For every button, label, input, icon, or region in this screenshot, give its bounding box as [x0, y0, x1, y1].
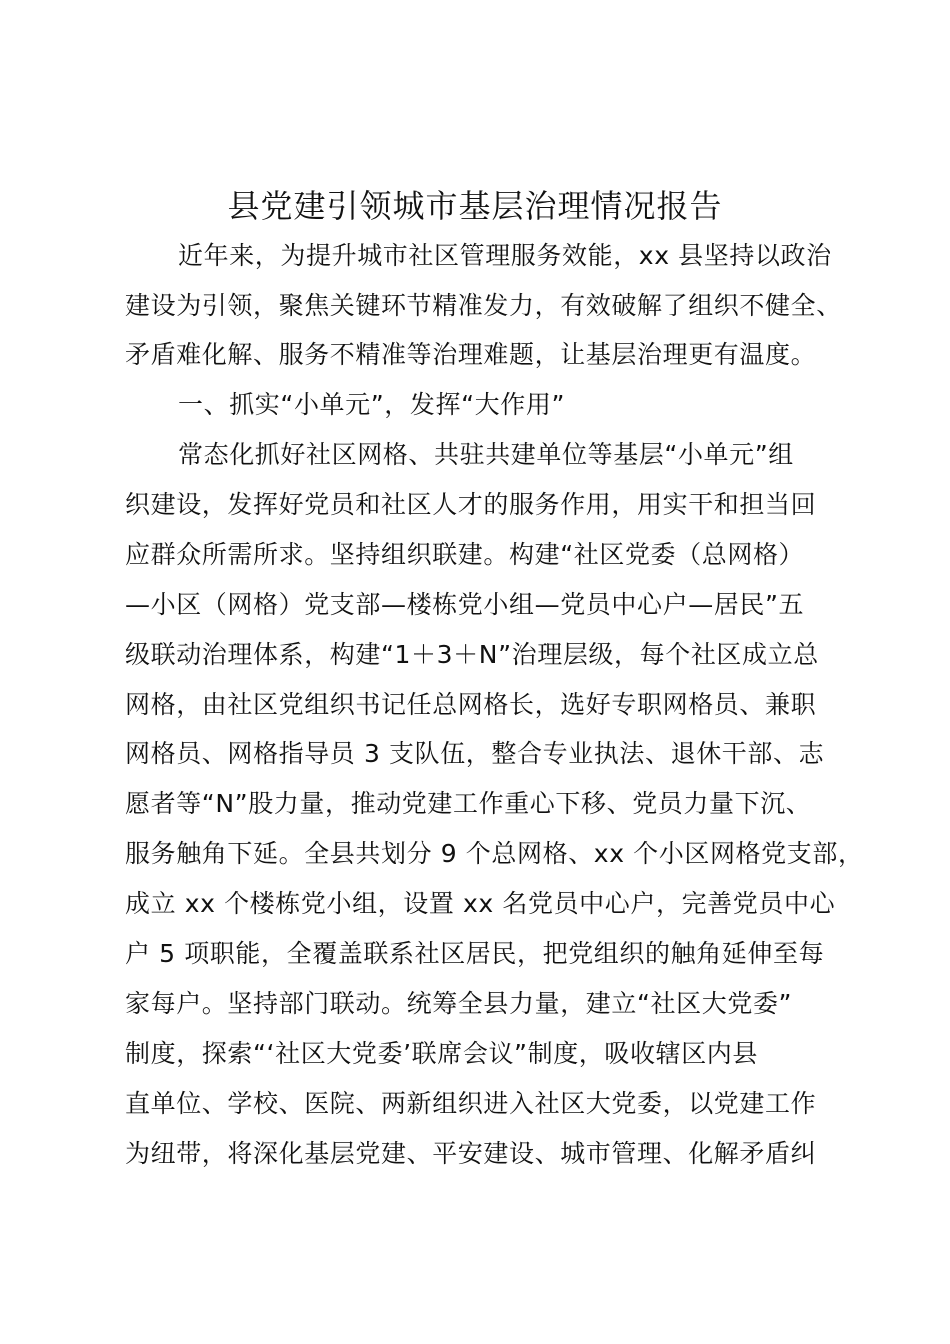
paragraph-line: 应群众所需所求。坚持组织联建。构建“社区党委（总网格） [125, 540, 805, 569]
paragraph-line: 家每户。坚持部门联动。统筹全县力量，建立“社区大党委” [125, 989, 793, 1018]
paragraph-line: 直单位、学校、医院、两新组织进入社区大党委，以党建工作 [125, 1089, 817, 1118]
document-title: 县党建引领城市基层治理情况报告 [227, 187, 723, 225]
paragraph-line: —小区（网格）党支部—楼栋党小组—党员中心户—居民”五 [125, 590, 805, 619]
paragraph-line: 成立 xx 个楼栋党小组，设置 xx 名党员中心户，完善党员中心 [125, 889, 836, 918]
paragraph-line: 户 5 项职能，全覆盖联系社区居民，把党组织的触角延伸至每 [125, 939, 825, 968]
paragraph-line: 愿者等“N”股力量，推动党建工作重心下移、党员力量下沉、 [125, 789, 812, 818]
paragraph-line: 常态化抓好社区网格、共驻共建单位等基层“小单元”组 [178, 440, 794, 469]
paragraph-line: 级联动治理体系，构建“1＋3＋N”治理层级，每个社区成立总 [125, 640, 819, 669]
paragraph-line: 织建设，发挥好党员和社区人才的服务作用，用实干和担当回 [125, 490, 817, 519]
paragraph-line: 近年来，为提升城市社区管理服务效能，xx 县坚持以政治 [178, 241, 832, 270]
paragraph-line: 为纽带，将深化基层党建、平安建设、城市管理、化解矛盾纠 [125, 1139, 817, 1168]
section-heading: 一、抓实“小单元”，发挥“大作用” [178, 390, 566, 419]
paragraph-line: 制度，探索“‘社区大党委’联席会议”制度，吸收辖区内县 [125, 1039, 758, 1068]
paragraph-line: 网格，由社区党组织书记任总网格长，选好专职网格员、兼职 [125, 690, 817, 719]
paragraph-line: 网格员、网格指导员 3 支队伍，整合专业执法、退休干部、志 [125, 739, 825, 768]
paragraph-line: 建设为引领，聚焦关键环节精准发力，有效破解了组织不健全、 [125, 291, 842, 320]
paragraph-line: 服务触角下延。全县共划分 9 个总网格、xx 个小区网格党支部， [125, 839, 864, 868]
paragraph-line: 矛盾难化解、服务不精准等治理难题，让基层治理更有温度。 [125, 340, 817, 369]
